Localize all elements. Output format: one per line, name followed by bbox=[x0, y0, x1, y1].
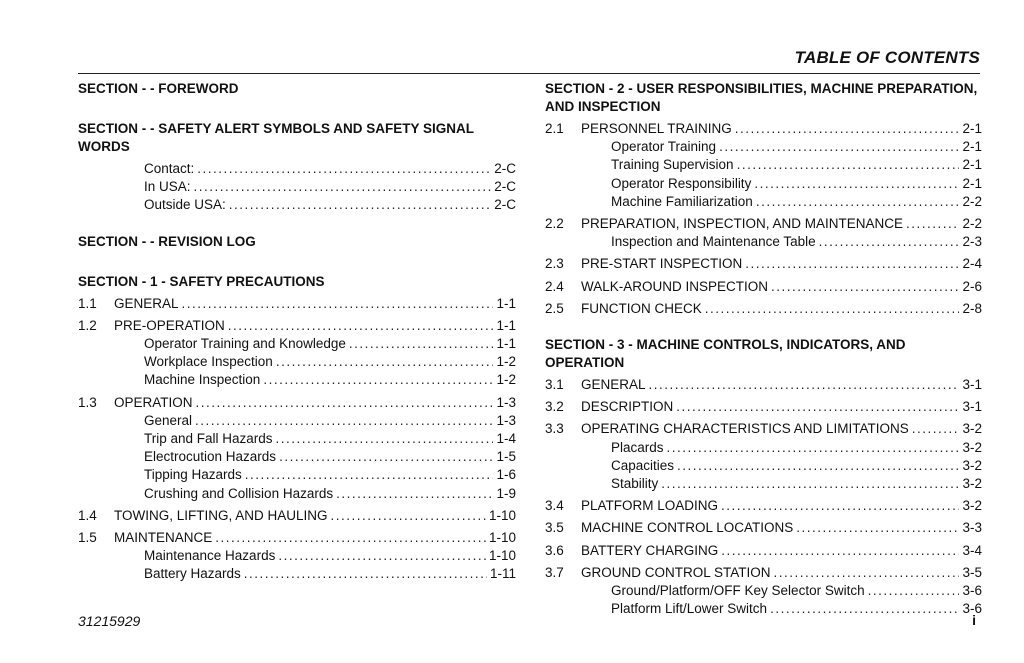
toc-dot-leader bbox=[263, 371, 493, 389]
toc-entry-label: PLATFORM LOADING bbox=[581, 498, 719, 514]
toc-dot-leader bbox=[735, 120, 960, 138]
toc-entry-number: 3.3 bbox=[545, 421, 564, 437]
toc-entry-label: Training Supervision bbox=[611, 157, 734, 173]
toc-entry-label: MAINTENANCE bbox=[114, 530, 213, 546]
toc-entry-label: Ground/Platform/OFF Key Selector Switch bbox=[611, 583, 865, 599]
toc-dot-leader bbox=[721, 542, 959, 560]
toc-entry-page: 2-2 bbox=[962, 216, 982, 232]
toc-entry-page: 3-3 bbox=[962, 520, 982, 536]
toc-entry-page: 2-8 bbox=[962, 300, 982, 316]
toc-entry-label: PRE-OPERATION bbox=[114, 317, 225, 333]
section-heading-revision-log[interactable]: SECTION - - REVISION LOG bbox=[78, 233, 256, 249]
toc-entry-label: DESCRIPTION bbox=[581, 399, 674, 415]
toc-dot-leader bbox=[774, 564, 960, 582]
toc-entry-label: TOWING, LIFTING, AND HAULING bbox=[114, 507, 328, 523]
toc-entry-label: Machine Familiarization bbox=[611, 193, 753, 209]
toc-entry[interactable] bbox=[78, 507, 516, 525]
toc-dot-leader bbox=[331, 507, 486, 525]
toc-dot-leader bbox=[228, 317, 494, 335]
toc-entry-page: 3-6 bbox=[962, 583, 982, 599]
toc-dot-leader bbox=[737, 156, 960, 174]
toc-entry-page: 1-9 bbox=[496, 485, 516, 501]
toc-dot-leader bbox=[754, 175, 959, 193]
toc-entry-label: Capacities bbox=[611, 457, 675, 473]
section-heading-safety-alert[interactable]: SECTION - - SAFETY ALERT SYMBOLS AND SAFETY SIGNAL WORDS bbox=[78, 121, 474, 154]
section-heading-foreword[interactable]: SECTION - - FOREWORD bbox=[78, 81, 239, 96]
toc-entry-label: Maintenance Hazards bbox=[144, 548, 276, 564]
toc-dot-leader bbox=[278, 547, 486, 565]
toc-subentry[interactable] bbox=[78, 430, 516, 448]
toc-entry-page: 1-4 bbox=[496, 431, 516, 447]
toc-subentry[interactable] bbox=[78, 547, 516, 565]
toc-entry-label: Electrocution Hazards bbox=[144, 449, 277, 465]
toc-dot-leader bbox=[770, 600, 959, 618]
toc-dot-leader bbox=[719, 138, 959, 156]
toc-subentry[interactable] bbox=[78, 565, 516, 583]
toc-entry-page: 2-1 bbox=[962, 175, 982, 191]
toc-entry-number: 2.4 bbox=[545, 278, 564, 294]
toc-entry-label: Platform Lift/Lower Switch bbox=[611, 601, 768, 617]
toc-entry[interactable] bbox=[545, 564, 982, 582]
toc-dot-leader bbox=[796, 519, 959, 537]
toc-entry[interactable] bbox=[545, 278, 982, 296]
toc-subentry[interactable] bbox=[545, 193, 982, 211]
toc-entry-label: In USA: bbox=[144, 179, 191, 195]
toc-entry-page: 1-3 bbox=[496, 394, 516, 410]
toc-entry-page: 1-5 bbox=[496, 449, 516, 465]
toc-entry-page: 3-2 bbox=[962, 439, 982, 455]
section-heading-section-3[interactable]: SECTION - 3 - MACHINE CONTROLS, INDICATORS, AND OPERATION bbox=[545, 337, 906, 371]
toc-dot-leader bbox=[677, 457, 959, 475]
toc-dot-leader bbox=[279, 448, 493, 466]
toc-entry-number: 2.1 bbox=[545, 121, 564, 136]
toc-entry-page: 3-1 bbox=[962, 399, 982, 415]
toc-entry-label: General bbox=[144, 412, 193, 428]
toc-entry-label: Trip and Fall Hazards bbox=[144, 431, 273, 447]
toc-dot-leader bbox=[349, 335, 494, 353]
toc-entry-page: 3-4 bbox=[962, 542, 982, 558]
section-2-entries bbox=[545, 120, 982, 318]
toc-dot-leader bbox=[244, 565, 487, 583]
toc-entry-page: 2-3 bbox=[962, 234, 982, 250]
toc-dot-leader bbox=[667, 439, 960, 457]
toc-subentry[interactable] bbox=[545, 582, 982, 600]
toc-entry-label: Workplace Inspection bbox=[144, 354, 273, 370]
toc-entry-number: 3.1 bbox=[545, 377, 564, 393]
toc-entry-number: 2.3 bbox=[545, 256, 564, 272]
toc-dot-leader bbox=[868, 582, 960, 600]
toc-entry[interactable] bbox=[78, 295, 516, 313]
toc-entry-number: 1.3 bbox=[78, 394, 97, 410]
toc-entry[interactable] bbox=[545, 215, 982, 233]
toc-entry-label: GENERAL bbox=[114, 295, 179, 311]
toc-entry-label: Contact: bbox=[144, 161, 195, 176]
toc-entry[interactable] bbox=[78, 394, 516, 412]
toc-entry-number: 3.5 bbox=[545, 520, 564, 536]
toc-dot-leader bbox=[745, 255, 959, 273]
toc-right-column bbox=[545, 80, 982, 618]
toc-dot-leader bbox=[721, 497, 959, 515]
toc-entry-number: 1.1 bbox=[78, 295, 97, 311]
toc-entry[interactable] bbox=[545, 376, 982, 394]
toc-entry-label: Outside USA: bbox=[144, 197, 226, 213]
toc-entry-page: 1-10 bbox=[488, 530, 516, 546]
toc-entry-label: Tipping Hazards bbox=[144, 467, 242, 483]
toc-entry-label: Operator Training bbox=[611, 139, 717, 155]
page-number: i bbox=[972, 612, 976, 628]
toc-entry-number: 2.2 bbox=[545, 216, 564, 232]
toc-entry[interactable] bbox=[545, 398, 982, 416]
toc-entry-number: 1.4 bbox=[78, 507, 97, 523]
toc-dot-leader bbox=[771, 278, 959, 296]
section-3-entries bbox=[545, 376, 982, 618]
toc-entry-label: Operator Responsibility bbox=[611, 175, 752, 191]
toc-subentry[interactable] bbox=[78, 412, 516, 430]
toc-entry-page: 3-2 bbox=[962, 476, 982, 492]
toc-entry-label: BATTERY CHARGING bbox=[581, 542, 719, 558]
toc-entry-label: PERSONNEL TRAINING bbox=[581, 121, 732, 136]
toc-entry-page: 3-1 bbox=[962, 377, 982, 393]
toc-entry-page: 3-2 bbox=[962, 457, 982, 473]
toc-entry-label: Stability bbox=[611, 476, 659, 492]
toc-subentry[interactable] bbox=[545, 439, 982, 457]
toc-left-column bbox=[78, 80, 516, 584]
toc-entry-page: 2-1 bbox=[962, 139, 982, 155]
toc-entry-label: GENERAL bbox=[581, 377, 646, 393]
toc-entry-page: 1-6 bbox=[496, 467, 516, 483]
toc-subentry[interactable] bbox=[545, 475, 982, 493]
toc-entry-number: 3.7 bbox=[545, 564, 564, 580]
toc-entry-page: 2-C bbox=[494, 161, 516, 176]
toc-subentry[interactable] bbox=[78, 178, 516, 196]
toc-entry[interactable] bbox=[545, 542, 982, 560]
toc-entry-page: 3-5 bbox=[962, 564, 982, 580]
toc-entry-label: OPERATION bbox=[114, 394, 193, 410]
toc-entry-label: Machine Inspection bbox=[144, 372, 261, 388]
toc-entry-label: MACHINE CONTROL LOCATIONS bbox=[581, 520, 794, 536]
toc-dot-leader bbox=[906, 215, 959, 233]
toc-entry-page: 1-10 bbox=[488, 507, 516, 523]
toc-entry-page: 1-3 bbox=[496, 412, 516, 428]
toc-entry-label: OPERATING CHARACTERISTICS AND LIMITATIONS bbox=[581, 421, 909, 437]
toc-dot-leader bbox=[245, 466, 494, 484]
toc-entry-page: 2-6 bbox=[962, 278, 982, 294]
toc-entry-page: 1-1 bbox=[496, 336, 516, 352]
toc-entry-page: 3-2 bbox=[962, 421, 982, 437]
toc-subentry[interactable] bbox=[545, 156, 982, 174]
toc-entry[interactable] bbox=[545, 519, 982, 537]
toc-entry-page: 1-2 bbox=[496, 354, 516, 370]
toc-dot-leader bbox=[912, 420, 960, 438]
toc-dot-leader bbox=[336, 485, 493, 503]
toc-entry-label: PRE-START INSPECTION bbox=[581, 256, 743, 272]
toc-dot-leader bbox=[197, 160, 491, 178]
toc-entry[interactable] bbox=[545, 300, 982, 318]
toc-entry-page: 2-1 bbox=[962, 157, 982, 173]
toc-subentry[interactable] bbox=[78, 371, 516, 389]
toc-entry-page: 1-11 bbox=[489, 566, 516, 582]
toc-dot-leader bbox=[705, 300, 960, 318]
toc-entry-page: 1-2 bbox=[496, 372, 516, 388]
toc-entry-label: GROUND CONTROL STATION bbox=[581, 564, 771, 580]
toc-dot-leader bbox=[195, 412, 493, 430]
toc-dot-leader bbox=[649, 376, 960, 394]
page-title: TABLE OF CONTENTS bbox=[794, 48, 980, 67]
toc-subentry[interactable] bbox=[545, 175, 982, 193]
toc-dot-leader bbox=[182, 295, 494, 313]
toc-subentry[interactable] bbox=[545, 138, 982, 156]
toc-entry-page: 2-C bbox=[494, 179, 516, 195]
toc-entry[interactable] bbox=[78, 529, 516, 547]
toc-entry-number: 3.6 bbox=[545, 542, 564, 558]
section-heading-section-2[interactable]: SECTION - 2 - USER RESPONSIBILITIES, MACHINE PREPARATION, AND INSPECTION bbox=[545, 81, 978, 114]
toc-entry[interactable] bbox=[545, 255, 982, 273]
toc-entry-page: 2-4 bbox=[962, 256, 982, 272]
toc-dot-leader bbox=[819, 233, 960, 251]
toc-subentry[interactable] bbox=[78, 466, 516, 484]
toc-entry[interactable] bbox=[78, 317, 516, 335]
toc-entry-page: 2-2 bbox=[962, 193, 982, 209]
toc-dot-leader bbox=[756, 193, 960, 211]
toc-entry-page: 2-1 bbox=[962, 121, 982, 136]
toc-subentry[interactable] bbox=[78, 353, 516, 371]
toc-dot-leader bbox=[276, 430, 494, 448]
toc-subentry[interactable] bbox=[545, 457, 982, 475]
toc-entry-number: 3.4 bbox=[545, 498, 564, 514]
toc-entry-page: 3-6 bbox=[962, 601, 982, 617]
toc-entry-page: 2-C bbox=[494, 197, 516, 213]
toc-entry-label: Crushing and Collision Hazards bbox=[144, 485, 334, 501]
toc-dot-leader bbox=[276, 353, 494, 371]
toc-dot-leader bbox=[676, 398, 959, 416]
toc-entry-number: 2.5 bbox=[545, 300, 564, 316]
toc-subentry[interactable] bbox=[78, 485, 516, 503]
section-1-entries bbox=[78, 295, 516, 584]
toc-dot-leader bbox=[196, 394, 494, 412]
toc-entry-label: WALK-AROUND INSPECTION bbox=[581, 278, 769, 294]
toc-subentry[interactable] bbox=[545, 233, 982, 251]
toc-entry-page: 3-2 bbox=[962, 498, 982, 514]
toc-entry-label: Operator Training and Knowledge bbox=[144, 336, 346, 352]
toc-dot-leader bbox=[194, 178, 492, 196]
toc-entry-number: 1.5 bbox=[78, 530, 97, 546]
toc-entry-page: 1-1 bbox=[496, 317, 516, 333]
toc-entry[interactable] bbox=[545, 497, 982, 515]
section-heading-section-1[interactable]: SECTION - 1 - SAFETY PRECAUTIONS bbox=[78, 273, 325, 289]
toc-subentry[interactable] bbox=[78, 196, 516, 214]
toc-entry-label: Inspection and Maintenance Table bbox=[611, 234, 816, 250]
toc-dot-leader bbox=[661, 475, 959, 493]
toc-entry[interactable] bbox=[545, 420, 982, 438]
toc-dot-leader bbox=[229, 196, 491, 214]
toc-entry[interactable] bbox=[545, 120, 982, 138]
toc-subentry[interactable] bbox=[78, 335, 516, 353]
toc-entry-page: 1-1 bbox=[496, 295, 516, 311]
toc-subentry[interactable] bbox=[78, 160, 516, 178]
safety-alert-entries bbox=[78, 160, 516, 215]
toc-entry-label: Placards bbox=[611, 439, 664, 455]
toc-entry-label: Battery Hazards bbox=[144, 566, 241, 582]
toc-subentry[interactable] bbox=[78, 448, 516, 466]
toc-subentry[interactable] bbox=[545, 600, 982, 618]
toc-entry-label: PREPARATION, INSPECTION, AND MAINTENANCE bbox=[581, 216, 904, 232]
toc-dot-leader bbox=[215, 529, 486, 547]
toc-entry-label: FUNCTION CHECK bbox=[581, 300, 702, 316]
toc-entry-number: 1.2 bbox=[78, 317, 97, 333]
toc-entry-page: 1-10 bbox=[488, 548, 516, 564]
document-number: 31215929 bbox=[78, 613, 141, 629]
toc-entry-number: 3.2 bbox=[545, 399, 564, 415]
header-divider bbox=[78, 73, 980, 74]
